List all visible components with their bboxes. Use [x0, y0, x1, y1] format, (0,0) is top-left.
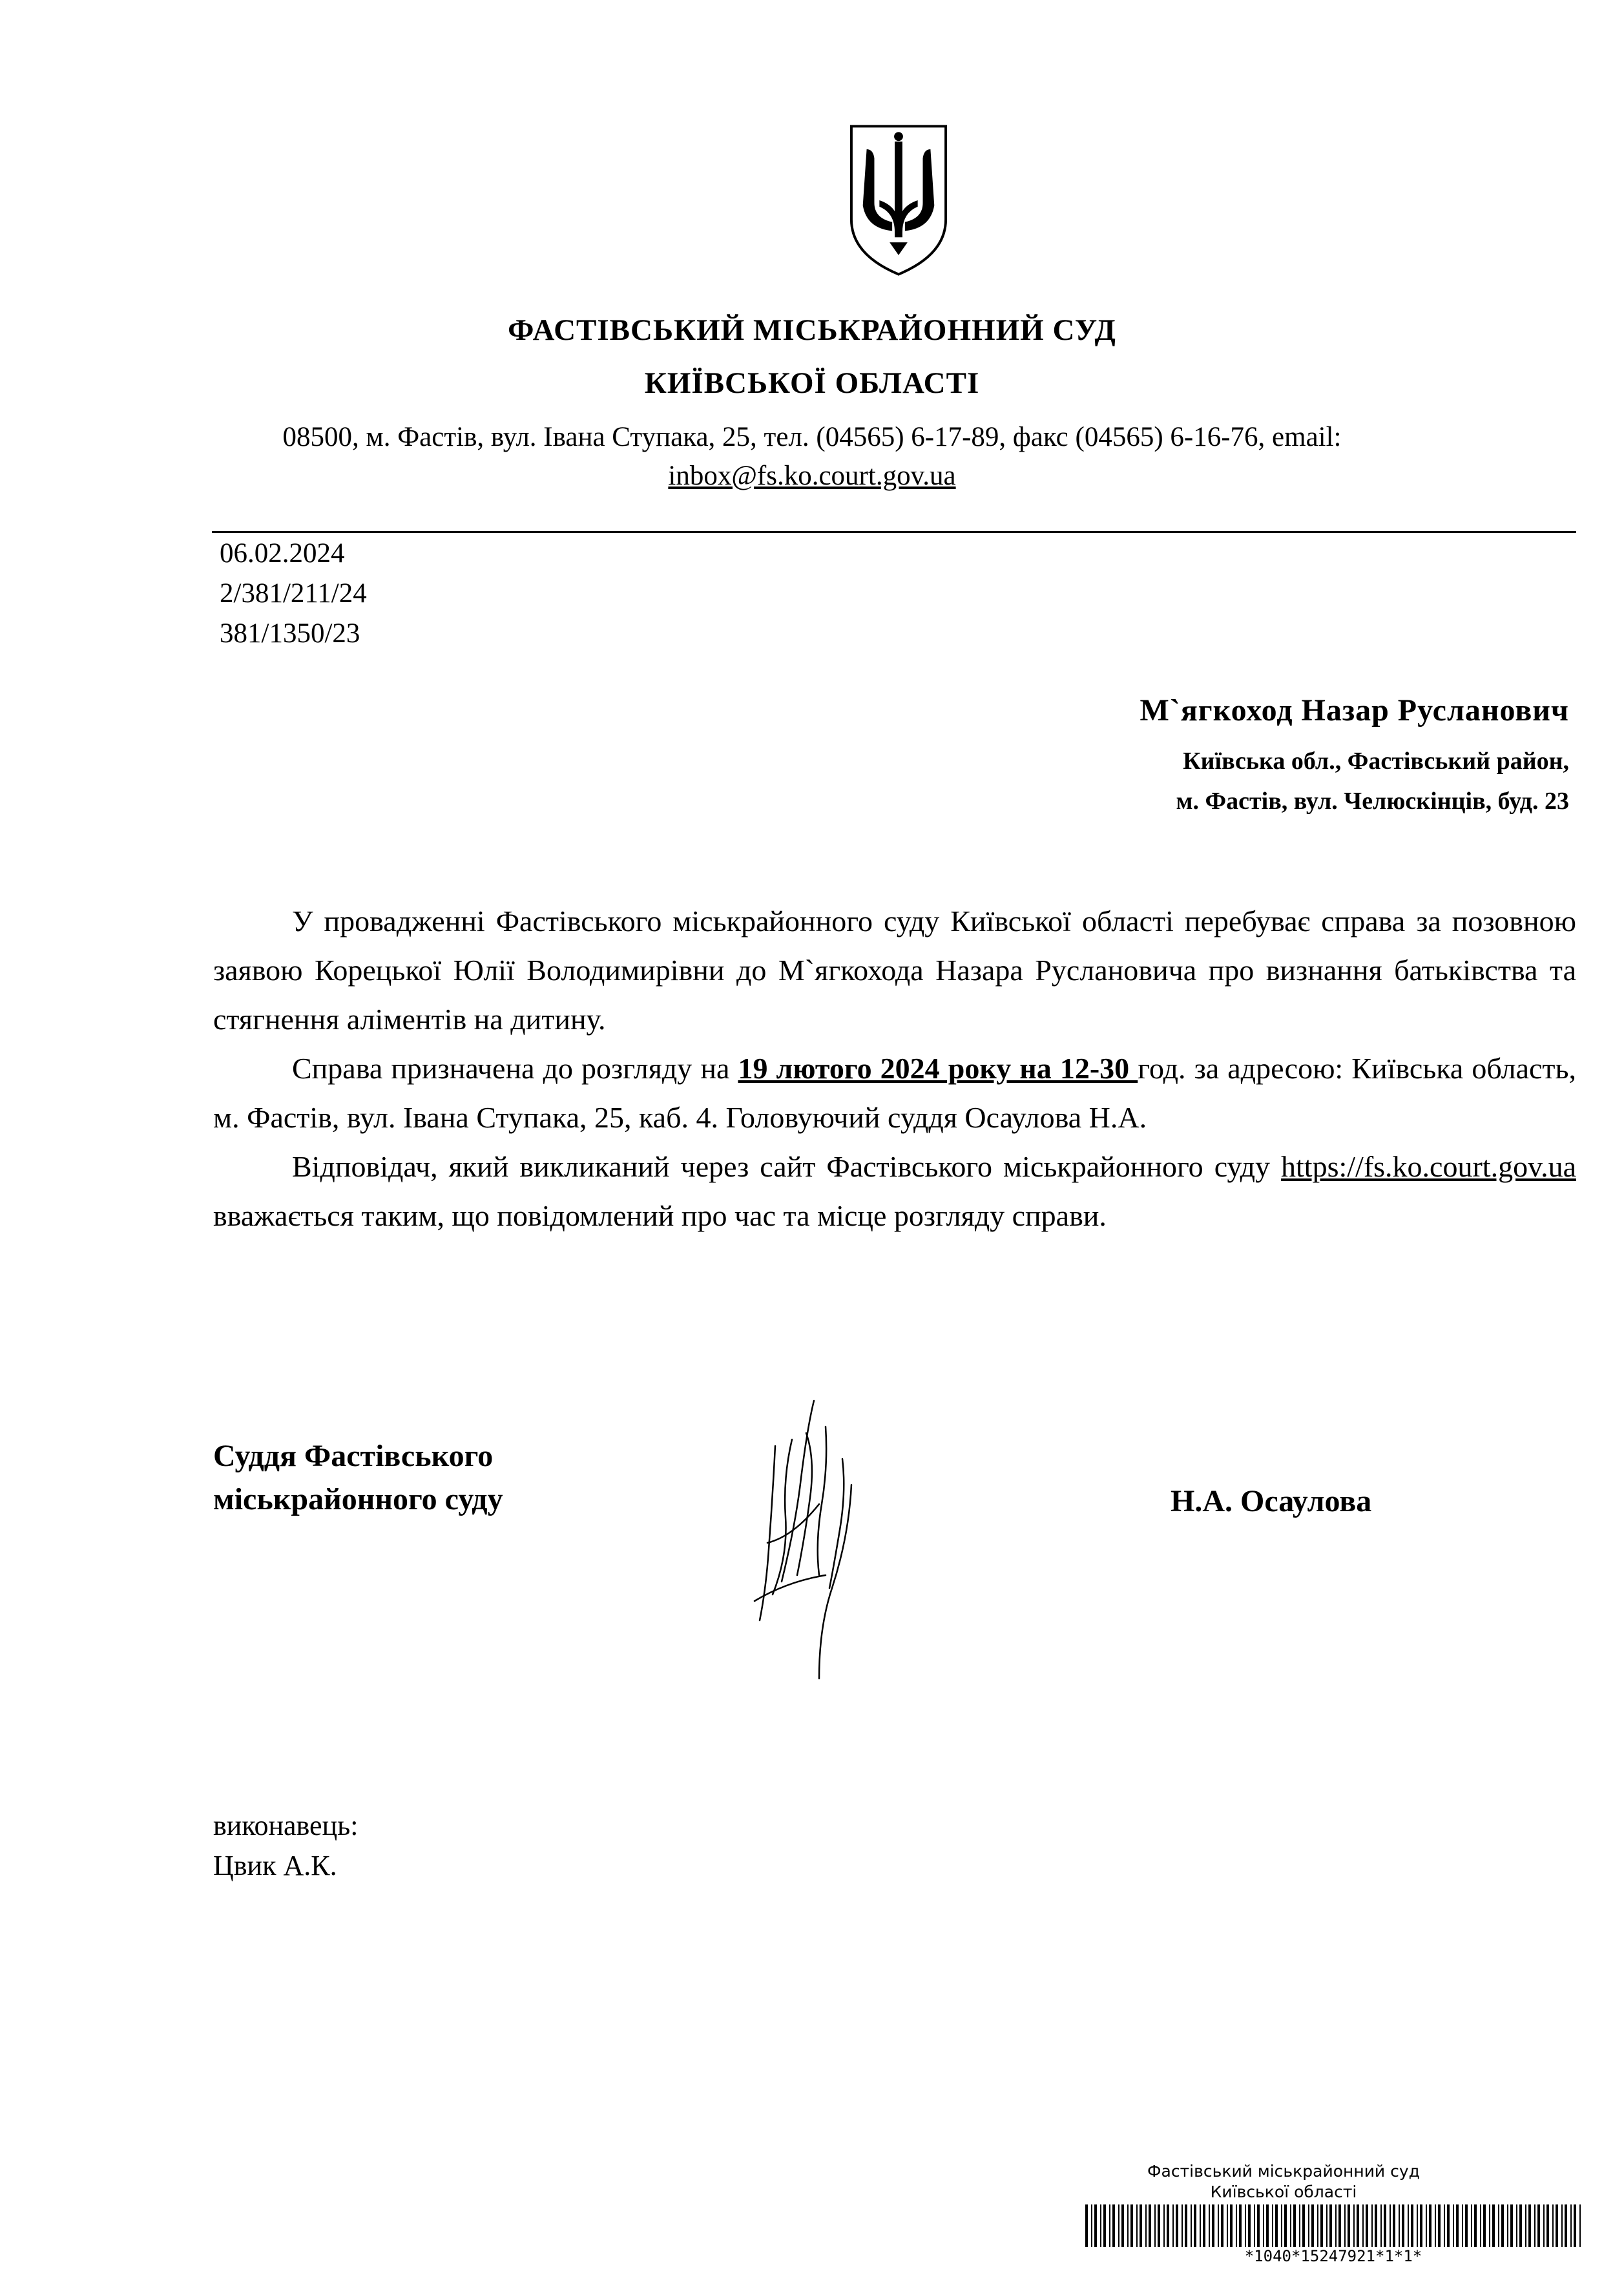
judge-title-line1: Суддя Фастівського [213, 1439, 494, 1473]
hearing-date-time: 19 лютого 2024 року на 12-30 [738, 1052, 1138, 1085]
recipient-name: М`ягкоход Назар Русланович [1140, 693, 1569, 728]
judge-title [213, 1434, 503, 1521]
outgoing-number: 2/381/211/24 [220, 578, 367, 609]
judge-name: Н.А. Осаулова [1171, 1484, 1372, 1518]
body-paragraph-3 [213, 1142, 1576, 1240]
header-divider [212, 531, 1576, 533]
executor-name: Цвик А.К. [213, 1850, 337, 1881]
court-website-link[interactable]: https://fs.ko.court.gov.ua [1281, 1150, 1576, 1183]
barcode-number: *1040*15247921*1*1* [1244, 2247, 1422, 2265]
court-email-link[interactable]: inbox@fs.ko.court.gov.ua [668, 461, 956, 491]
stamp-region: Київської області [1210, 2183, 1357, 2201]
body-paragraph-1: У провадженні Фастівського міськрайонного суду Київської області перебуває справа за позовною заявою Корецької Юлії Володимирівни до М`ягкохода Назара Руслановича про визнання батьківства та стягнення аліментів на дитину. [213, 905, 1576, 1036]
letter-body [213, 897, 1576, 1240]
p2-text-before: Справа призначена до розгляду на [292, 1052, 738, 1085]
body-paragraph-2 [213, 1044, 1576, 1142]
recipient-address-line2: м. Фастів, вул. Челюскінців, буд. 23 [1176, 788, 1569, 815]
stamp-court-name: Фастівський міськрайонний суд [1147, 2162, 1420, 2181]
p2-text-after: год. за адресою: Київська область, м. Фастів, вул. Івана Ступака, 25, каб. 4. Головуючий суддя Осаулова Н.А. [213, 1052, 1576, 1134]
p3-text-after: вважається таким, що повідомлений про час та місце розгляду справи. [213, 1199, 1107, 1232]
recipient-address-line1: Київська обл., Фастівський район, [1183, 748, 1569, 775]
trident-coat-of-arms-icon [848, 123, 950, 278]
p3-text-before: Відповідач, який викликаний через сайт Фастівського міськрайонного суду [292, 1150, 1282, 1183]
barcode-icon [1085, 2204, 1581, 2247]
letter-date: 06.02.2024 [220, 538, 345, 569]
court-name-line1: ФАСТІВСЬКИЙ МІСЬКРАЙОННИЙ СУД [508, 313, 1116, 347]
judge-title-line2: міськрайонного суду [213, 1482, 503, 1516]
executor-label: виконавець: [213, 1810, 359, 1841]
court-address: 08500, м. Фастів, вул. Івана Ступака, 25, тел. (04565) 6-17-89, факс (04565) 6-16-76, email: [282, 422, 1342, 452]
handwritten-signature-icon [729, 1388, 897, 1691]
case-number: 381/1350/23 [220, 618, 360, 649]
court-name-line2: КИЇВСЬКОЇ ОБЛАСТІ [644, 366, 980, 400]
